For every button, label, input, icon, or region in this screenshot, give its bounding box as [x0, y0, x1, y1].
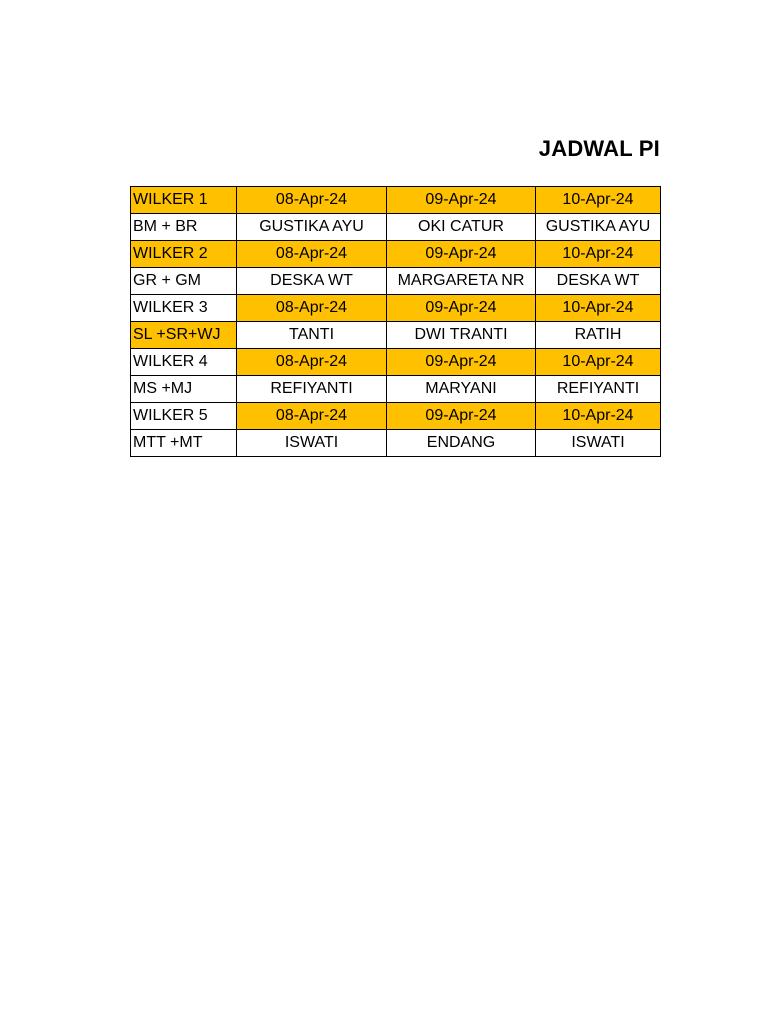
table-row [131, 430, 661, 457]
area-label-cell: SL +SR+WJ [131, 322, 237, 349]
wilker-label-cell: WILKER 2 [131, 241, 237, 268]
schedule-table-body [131, 187, 661, 457]
staff-cell: ENDANG [387, 430, 536, 457]
table-row [131, 322, 661, 349]
table-row [131, 214, 661, 241]
date-cell: 09-Apr-24 [387, 187, 536, 214]
table-row [131, 403, 661, 430]
staff-cell: TANTI [237, 322, 387, 349]
date-cell: 08-Apr-24 [237, 187, 387, 214]
date-cell: 08-Apr-24 [237, 349, 387, 376]
date-cell: 08-Apr-24 [237, 295, 387, 322]
staff-cell: ISWATI [237, 430, 387, 457]
staff-cell: REFIYANTI [536, 376, 661, 403]
staff-cell: REFIYANTI [237, 376, 387, 403]
wilker-label-cell: WILKER 3 [131, 295, 237, 322]
date-cell: 08-Apr-24 [237, 403, 387, 430]
date-cell: 09-Apr-24 [387, 349, 536, 376]
staff-cell: DWI TRANTI [387, 322, 536, 349]
staff-cell: GUSTIKA AYU [536, 214, 661, 241]
table-row [131, 268, 661, 295]
table-row [131, 187, 661, 214]
staff-cell: OKI CATUR [387, 214, 536, 241]
staff-cell: MARGARETA NR [387, 268, 536, 295]
schedule-table [130, 186, 661, 457]
date-cell: 09-Apr-24 [387, 295, 536, 322]
area-label-cell: MS +MJ [131, 376, 237, 403]
staff-cell: MARYANI [387, 376, 536, 403]
date-cell: 09-Apr-24 [387, 403, 536, 430]
staff-cell: DESKA WT [536, 268, 661, 295]
wilker-label-cell: WILKER 5 [131, 403, 237, 430]
staff-cell: GUSTIKA AYU [237, 214, 387, 241]
date-cell: 10-Apr-24 [536, 187, 661, 214]
table-row [131, 241, 661, 268]
date-cell: 10-Apr-24 [536, 403, 661, 430]
area-label-cell: MTT +MT [131, 430, 237, 457]
date-cell: 10-Apr-24 [536, 349, 661, 376]
page-title: JADWAL PI [538, 136, 660, 161]
wilker-label-cell: WILKER 1 [131, 187, 237, 214]
wilker-label-cell: WILKER 4 [131, 349, 237, 376]
date-cell: 09-Apr-24 [387, 241, 536, 268]
date-cell: 10-Apr-24 [536, 295, 661, 322]
date-cell: 08-Apr-24 [237, 241, 387, 268]
area-label-cell: BM + BR [131, 214, 237, 241]
table-row [131, 376, 661, 403]
date-cell: 10-Apr-24 [536, 241, 661, 268]
staff-cell: ISWATI [536, 430, 661, 457]
staff-cell: DESKA WT [237, 268, 387, 295]
area-label-cell: GR + GM [131, 268, 237, 295]
table-row [131, 349, 661, 376]
table-row [131, 295, 661, 322]
staff-cell: RATIH [536, 322, 661, 349]
